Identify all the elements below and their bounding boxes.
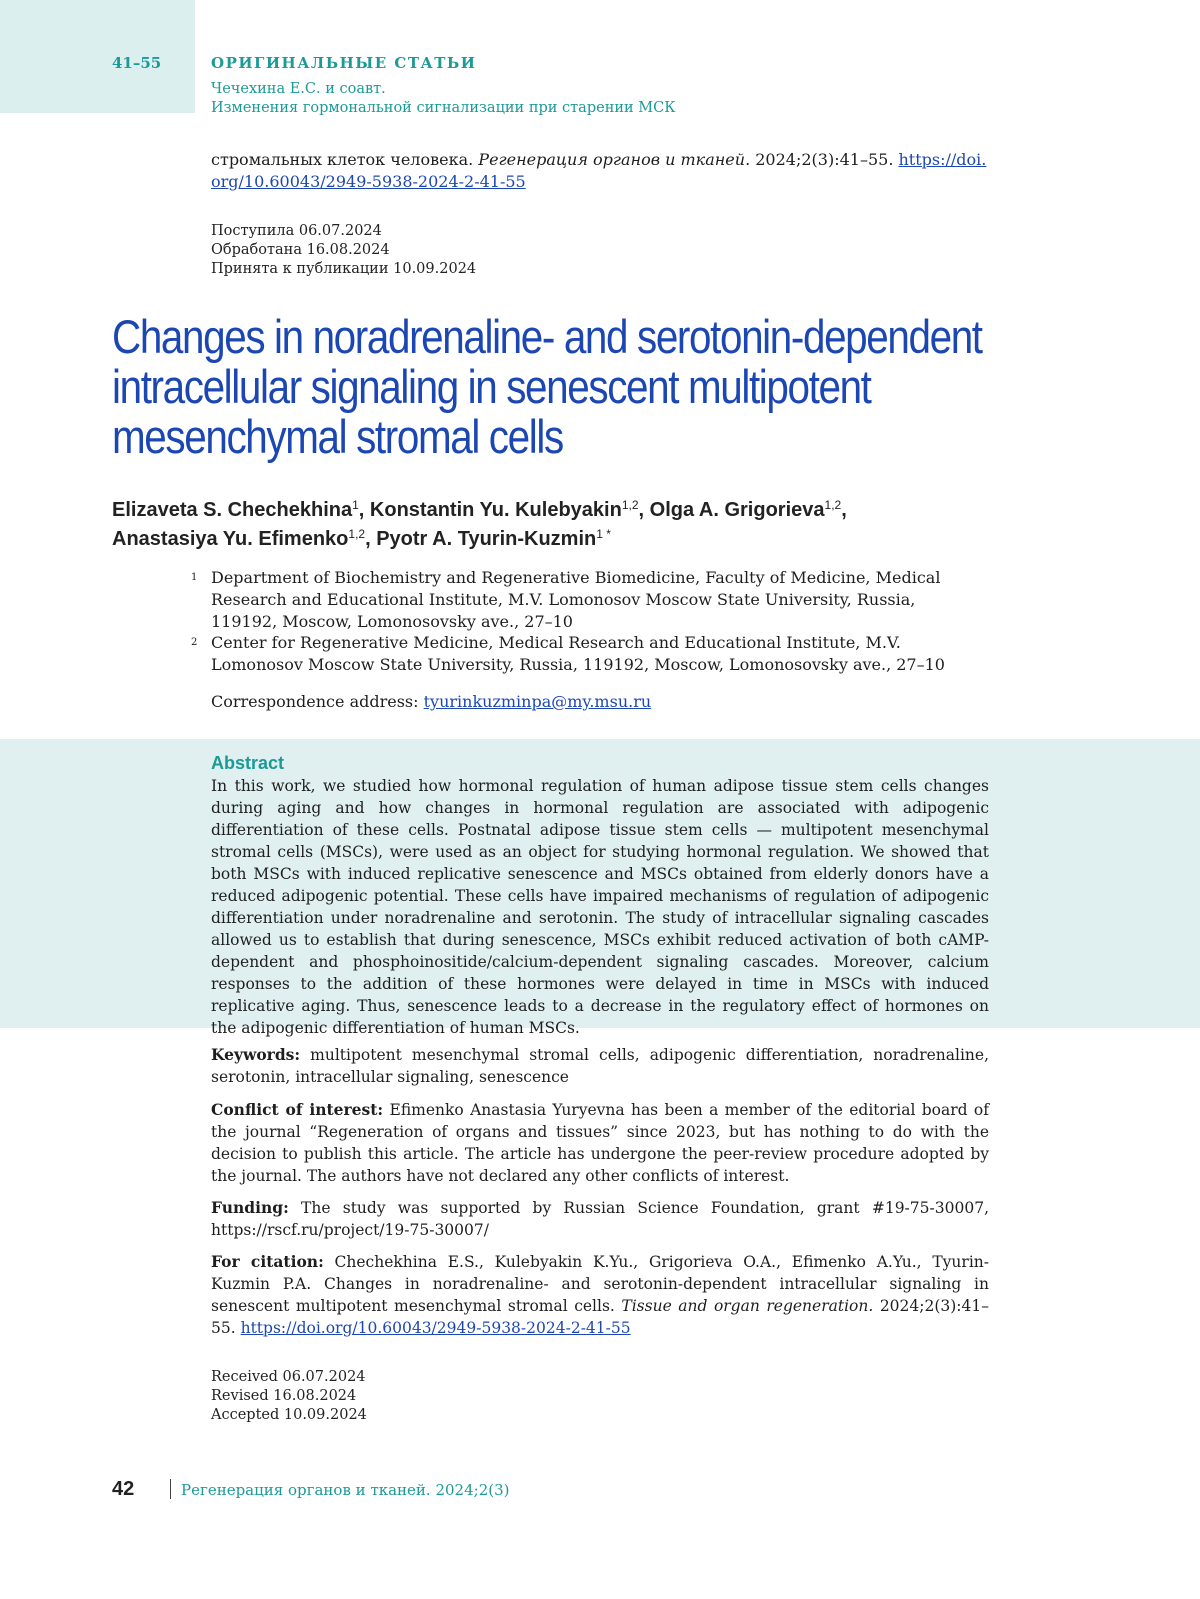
received-ru: Поступила 06.07.2024 [211, 222, 476, 241]
revised-ru: Обработана 16.08.2024 [211, 241, 476, 260]
author-name: Elizaveta S. Chechekhina [112, 499, 352, 521]
conflict-label: Conflict of interest: [211, 1100, 383, 1119]
citation-ru-journal: Регенерация органов и тканей. [478, 150, 750, 169]
correspondence-email-link[interactable]: tyurinkuzminpa@my.msu.ru [424, 692, 652, 711]
page-range: 41–55 [112, 54, 161, 72]
conflict-text: Efimenko Anastasia Yuryevna has been a member of the editorial board of the journal “Regeneration of organs and tissues” since 2023, but has nothing to do with the decision to publish this article. The article has undergone the peer-review procedure adopted by the journal. The authors have not declared any other conflicts of interest. [211, 1101, 989, 1185]
footer-divider [170, 1479, 171, 1499]
footer-journal: Регенерация органов и тканей. 2024;2(3) [181, 1481, 509, 1499]
funding-text: The study was supported by Russian Science Foundation, grant #19-75-30007, https://rscf.ru/project/19-75-30007/ [211, 1199, 989, 1239]
header-accent-block [0, 0, 195, 113]
title-line: intracellular signaling in senescent multipotent [112, 362, 886, 412]
received-en: Received 06.07.2024 [211, 1368, 367, 1387]
dates-ru [211, 222, 476, 279]
funding-label: Funding: [211, 1198, 289, 1217]
author-affiliation: 1 * [596, 527, 611, 541]
title-line: mesenchymal stromal cells [112, 412, 886, 462]
section-title: ОРИГИНАЛЬНЫЕ СТАТЬИ [211, 54, 476, 72]
citation-en-journal: Tissue and organ regeneration. [621, 1297, 873, 1315]
affiliation-number: 2 [191, 632, 197, 654]
author-affiliation: 1 [352, 498, 359, 512]
citation-en-details: 2024;2(3):41–55. [211, 1297, 989, 1337]
funding [211, 1197, 989, 1241]
author-list: Elizaveta S. Chechekhina1, Konstantin Yu. Kulebyakin1,2, Olga A. Grigorieva1,2, Anastasiya Yu. Efimenko1,2, Pyotr A. Tyurin-Kuzmin1 * [112, 496, 1012, 554]
correspondence [211, 692, 651, 711]
affiliation-item [211, 632, 981, 676]
affiliation-text: Department of Biochemistry and Regenerative Biomedicine, Faculty of Medicine, Medical Research and Educational Institute, M.V. Lomonosov Moscow State University, Russia, 119192, Moscow, Lomonosovsky ave., 27–10 [211, 568, 940, 631]
accepted-ru: Принята к публикации 10.09.2024 [211, 260, 476, 279]
citation-en-text: Chechekhina E.S., Kulebyakin K.Yu., Grigorieva O.A., Efimenko A.Yu., Tyurin-Kuzmin P.A. Changes in noradrenaline- and serotonin-dependent intracellular signaling in senescent multipotent mesenchymal stromal cells. [211, 1253, 989, 1315]
citation-ru [211, 149, 989, 193]
author-affiliation: 1,2 [622, 498, 639, 512]
citation-en [211, 1251, 989, 1339]
title-line: Changes in noradrenaline- and serotonin-dependent [112, 312, 886, 362]
revised-en: Revised 16.08.2024 [211, 1387, 367, 1406]
page-number: 42 [112, 1478, 134, 1501]
citation-ru-details: 2024;2(3):41–55. [755, 150, 893, 169]
dates-en [211, 1368, 367, 1425]
author-name: Konstantin Yu. Kulebyakin [370, 499, 622, 521]
running-title: Изменения гормональной сигнализации при старении МСК [211, 100, 675, 116]
affiliation-item [211, 567, 981, 633]
keywords-text: multipotent mesenchymal stromal cells, adipogenic differentiation, noradrenaline, serotonin, intracellular signaling, senescence [211, 1046, 989, 1086]
abstract-text: In this work, we studied how hormonal regulation of human adipose tissue stem cells changes during aging and how changes in hormonal regulation are associated with adipogenic differentiation of these cells. Postnatal adipose tissue stem cells — multipotent mesenchymal stromal cells (MSCs), were used as an object for studying hormonal regulation. We showed that both MSCs with induced replicative senescence and MSCs obtained from elderly donors have a reduced adipogenic potential. These cells have impaired mechanisms of regulation of adipogenic differentiation under noradrenaline and serotonin. The study of intracellular signaling cascades allowed us to establish that during senescence, MSCs exhibit reduced activation of both cAMP-dependent and phosphoinositide/calcium-dependent signaling cascades. Moreover, calcium responses to the addition of these hormones were delayed in time in MSCs with induced replicative aging. Thus, senescence leads to a decrease in the regulatory effect of hormones on the adipogenic differentiation of human MSCs. [211, 775, 989, 1039]
author-name: Anastasiya Yu. Efimenko [112, 528, 348, 550]
running-authors: Чечехина Е.С. и соавт. [211, 81, 386, 97]
accepted-en: Accepted 10.09.2024 [211, 1406, 367, 1425]
author-affiliation: 1,2 [825, 498, 842, 512]
keywords [211, 1044, 989, 1088]
abstract-heading: Abstract [211, 753, 284, 774]
author-affiliation: 1,2 [348, 527, 365, 541]
affiliation-text: Center for Regenerative Medicine, Medical Research and Educational Institute, M.V. Lomonosov Moscow State University, Russia, 119192, Moscow, Lomonosovsky ave., 27–10 [211, 633, 945, 674]
citation-ru-text: стромальных клеток человека. [211, 150, 473, 169]
citation-en-label: For citation: [211, 1252, 324, 1271]
correspondence-label: Correspondence address: [211, 692, 419, 711]
conflict-of-interest [211, 1099, 989, 1187]
article-title [112, 312, 886, 462]
keywords-label: Keywords: [211, 1045, 300, 1064]
citation-en-doi-link[interactable]: https://doi.org/10.60043/2949-5938-2024-2-41-55 [241, 1319, 631, 1337]
affiliation-number: 1 [191, 567, 197, 589]
author-name: Olga A. Grigorieva [650, 499, 825, 521]
citation-ru-doi-link[interactable]: https://doi. org/10.60043/2949-5938-2024-2-41-55 [211, 150, 986, 191]
author-name: Pyotr A. Tyurin-Kuzmin [376, 528, 596, 550]
